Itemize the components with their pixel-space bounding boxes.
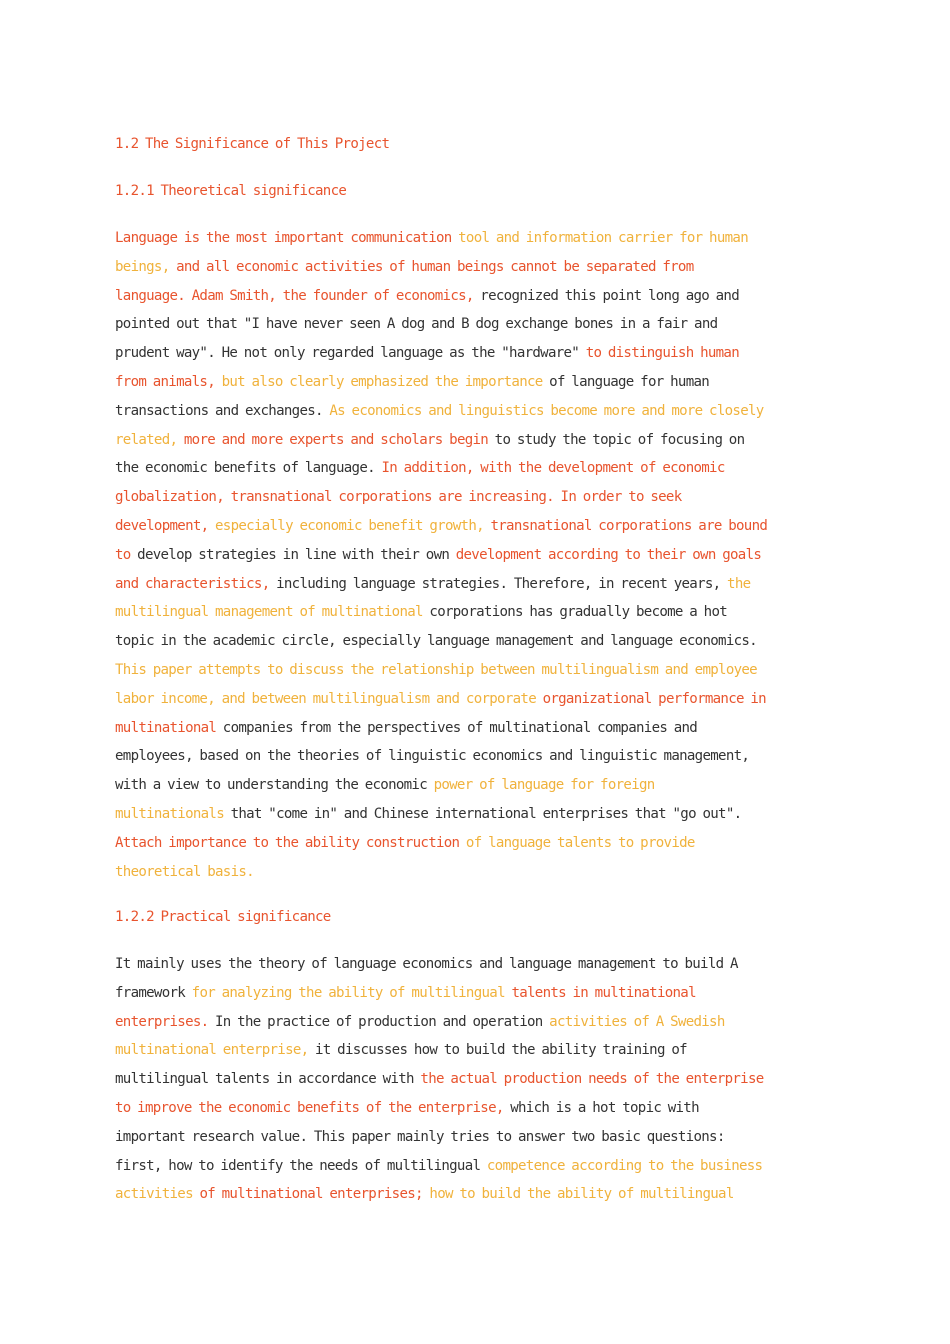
- text-line: [115, 950, 845, 979]
- text-segment: and characteristics,: [115, 575, 277, 592]
- text-line: [115, 1036, 845, 1065]
- text-segment: pointed out that "I have never seen A dog and B dog exchange bones in a fair and: [115, 316, 718, 333]
- text-segment: language. Adam Smith, the founder of economics,: [115, 287, 481, 304]
- text-line: [115, 656, 845, 685]
- text-line: [115, 483, 845, 512]
- text-segment: of language talents to provide: [465, 834, 695, 851]
- text-segment: but also clearly emphasized the importance: [221, 373, 550, 390]
- text-line: [115, 1180, 845, 1209]
- text-segment: important research value. This paper mainly tries to answer two basic questions:: [115, 1128, 725, 1145]
- text-segment: In the practice of production and operation: [215, 1013, 550, 1030]
- text-segment: multinational enterprise,: [115, 1042, 316, 1059]
- text-segment: to: [115, 546, 138, 563]
- text-segment: beings,: [115, 258, 177, 275]
- text-segment: the economic benefits of language.: [115, 460, 382, 477]
- text-segment: especially economic benefit growth,: [215, 517, 491, 534]
- paragraph-theoretical: [115, 224, 845, 886]
- text-line: [115, 570, 845, 599]
- text-segment: development according to their own goals: [455, 546, 762, 563]
- text-line: [115, 979, 845, 1008]
- text-segment: activities: [115, 1186, 200, 1203]
- text-segment: the actual production needs of the enterprise: [420, 1071, 764, 1088]
- text-line: [115, 368, 845, 397]
- text-segment: tool and information carrier for human: [458, 230, 748, 246]
- text-segment: corporations has gradually become a hot: [429, 604, 728, 621]
- text-line: [115, 1094, 845, 1123]
- text-line: [115, 1065, 845, 1094]
- text-line: [115, 771, 845, 800]
- text-line: [115, 339, 845, 368]
- paragraph-practical: [115, 950, 845, 1209]
- text-line: [115, 829, 845, 858]
- text-segment: talents in multinational: [511, 984, 696, 1001]
- text-segment: labor income, and between multilingualism and corporate: [115, 690, 543, 707]
- text-segment: As economics and linguistics become more and more closely: [329, 402, 764, 419]
- text-line: [115, 541, 845, 570]
- sub-heading-theoretical: 1.2.1 Theoretical significance: [115, 183, 347, 199]
- text-line: [115, 858, 845, 887]
- text-segment: how to build the ability of multilingual: [429, 1186, 734, 1203]
- text-segment: It mainly uses the theory of language economics and language management to build A: [115, 956, 738, 972]
- text-line: [115, 454, 845, 483]
- text-segment: prudent way". He not only regarded language as the "hardware": [115, 345, 586, 362]
- text-segment: the: [727, 575, 751, 592]
- text-segment: enterprises.: [115, 1013, 216, 1030]
- text-segment: more and more experts and scholars begin: [183, 431, 495, 448]
- text-segment: power of language for foreign: [433, 777, 655, 794]
- text-segment: organizational performance in: [542, 690, 766, 707]
- text-line: [115, 224, 845, 253]
- text-line: [115, 742, 845, 771]
- text-segment: Language is the most important communication: [115, 230, 459, 246]
- text-line: [115, 598, 845, 627]
- text-line: [115, 800, 845, 829]
- text-line: [115, 627, 845, 656]
- text-segment: of multinational enterprises;: [199, 1186, 430, 1203]
- text-segment: to study the topic of focusing on: [494, 431, 745, 448]
- sub-heading-practical: 1.2.2 Practical significance: [115, 909, 331, 925]
- text-line: [115, 685, 845, 714]
- text-segment: it discusses how to build the ability training of: [315, 1042, 687, 1059]
- text-segment: activities of A Swedish: [549, 1013, 725, 1030]
- text-segment: In addition, with the development of economic: [381, 460, 725, 477]
- text-segment: to distinguish human: [585, 345, 739, 362]
- text-segment: recognized this point long ago and: [480, 287, 739, 304]
- text-segment: from animals,: [115, 373, 222, 390]
- text-segment: multinationals: [115, 805, 231, 822]
- text-line: [115, 512, 845, 541]
- section-heading: 1.2 The Significance of This Project: [115, 136, 390, 152]
- text-segment: multilingual management of multinational: [115, 604, 430, 621]
- text-line: [115, 253, 845, 282]
- text-segment: companies from the perspectives of multinational companies and: [222, 719, 698, 736]
- text-segment: transnational corporations are bound: [490, 517, 768, 534]
- text-segment: multinational: [115, 719, 223, 736]
- text-line: [115, 310, 845, 339]
- text-line: [115, 714, 845, 743]
- text-segment: which is a hot topic with: [510, 1099, 699, 1116]
- text-line: [115, 397, 845, 426]
- text-segment: globalization, transnational corporations are increasing. In order to seek: [115, 489, 682, 506]
- text-line: [115, 426, 845, 455]
- text-segment: develop strategies in line with their own: [137, 546, 456, 563]
- text-segment: related,: [115, 431, 184, 448]
- text-segment: employees, based on the theories of linguistic economics and linguistic management,: [115, 748, 750, 765]
- text-segment: Attach importance to the ability construction: [115, 834, 466, 851]
- text-segment: that "come in" and Chinese international enterprises that "go out".: [230, 805, 742, 822]
- text-line: [115, 1008, 845, 1037]
- text-segment: of language for human: [549, 373, 710, 390]
- text-segment: framework: [115, 984, 192, 1001]
- text-segment: for analyzing the ability of multilingual: [191, 984, 512, 1001]
- text-segment: multilingual talents in accordance with: [115, 1071, 421, 1088]
- text-segment: topic in the academic circle, especially language management and language economics.: [115, 633, 757, 650]
- text-segment: to improve the economic benefits of the enterprise,: [115, 1099, 511, 1116]
- text-line: [115, 1123, 845, 1152]
- text-segment: with a view to understanding the economic: [115, 777, 434, 794]
- text-line: [115, 282, 845, 311]
- text-segment: and all economic activities of human beings cannot be separated from: [176, 258, 694, 275]
- text-segment: including language strategies. Therefore, in recent years,: [276, 575, 728, 592]
- text-segment: first, how to identify the needs of multilingual: [115, 1157, 487, 1174]
- text-segment: This paper attempts to discuss the relationship between multilingualism and employee: [115, 661, 757, 678]
- text-line: [115, 1152, 845, 1181]
- text-segment: transactions and exchanges.: [115, 402, 330, 419]
- text-segment: theoretical basis.: [115, 863, 254, 880]
- text-segment: competence according to the business: [486, 1157, 763, 1174]
- text-segment: development,: [115, 517, 216, 534]
